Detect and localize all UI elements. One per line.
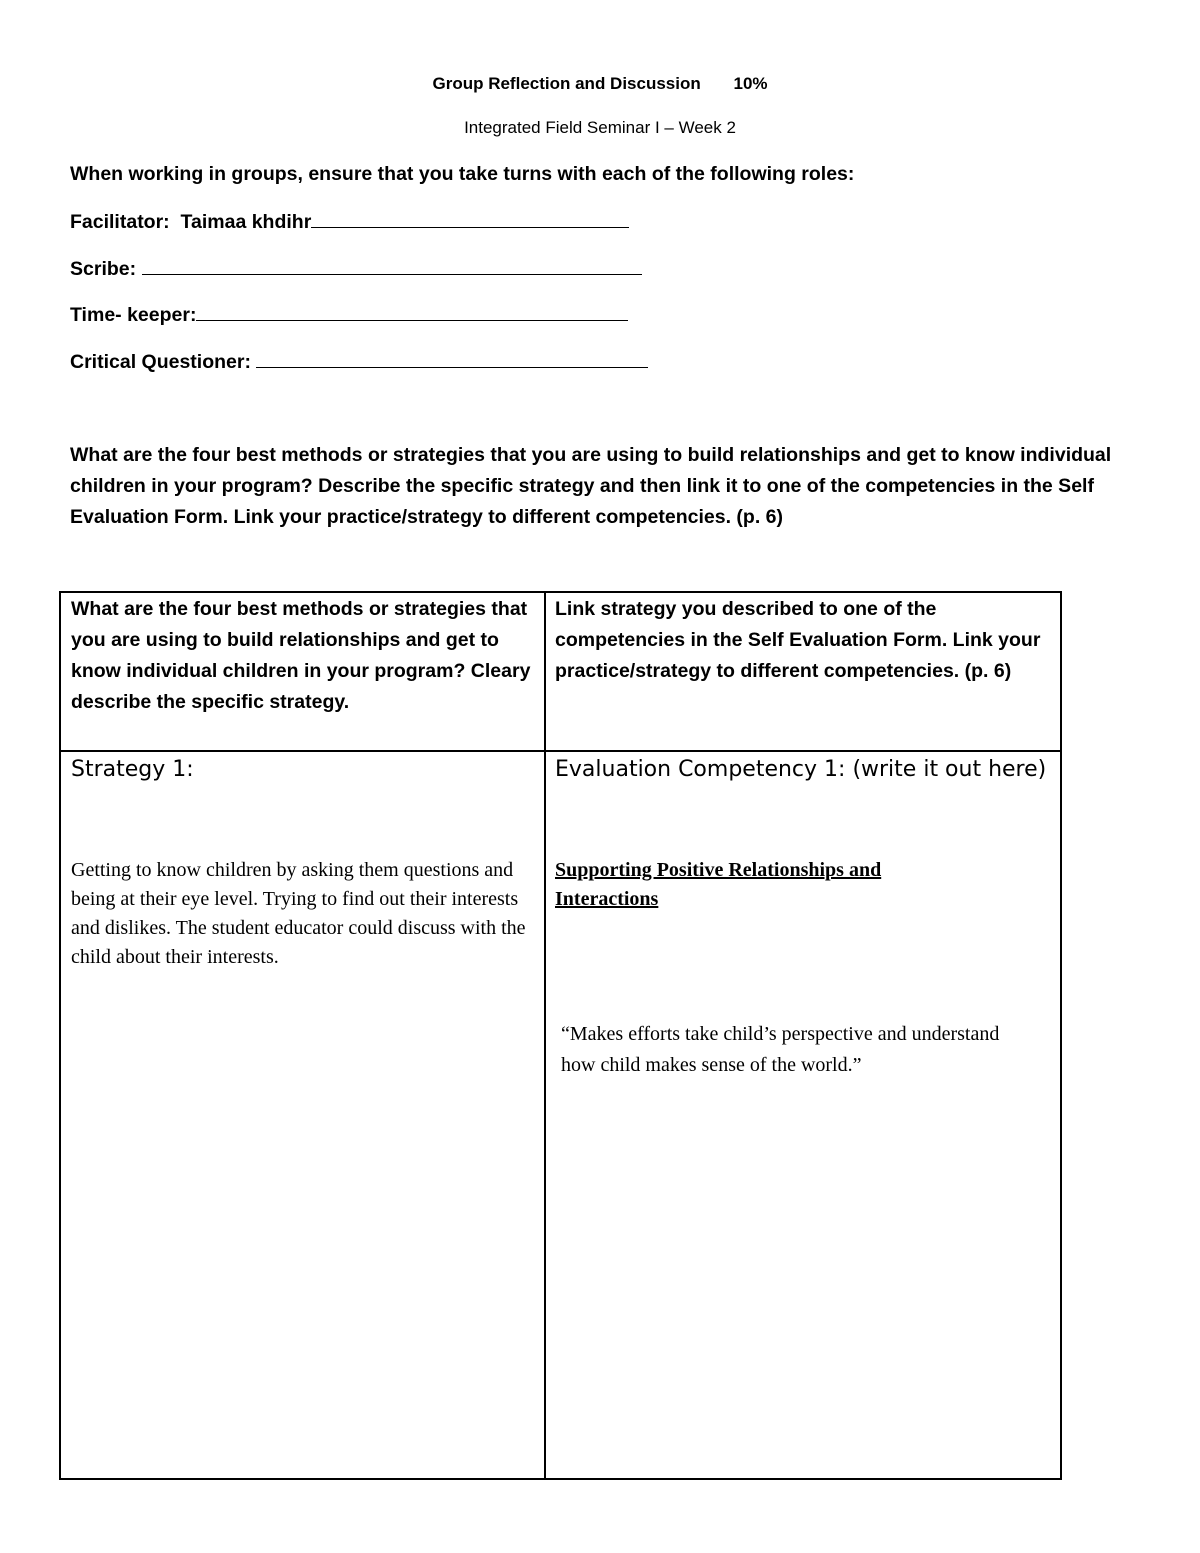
facilitator-label: Facilitator: [70,211,170,233]
strategy-table [59,591,1062,1480]
competency-quote: “Makes efforts take child’s perspective and understand how child makes sense of the world.” [561,1023,1000,1076]
scribe-label: Scribe: [70,258,137,280]
scribe-row [70,256,642,281]
title-text: Group Reflection and Discussion [432,74,701,93]
facilitator-value: Taimaa khdihr [180,211,312,233]
main-question: What are the four best methods or strategies that you are using to build relationships and get to know individual children in your program? Describe the specific strategy and then link it to one of the competencies in the Self Evaluation Form. Link your practice/strategy to different competencies. (p. 6) [70,444,1112,528]
timekeeper-label: Time- keeper: [70,304,197,326]
scribe-blank [142,256,642,275]
competency-title: Supporting Positive Relationships and Interactions [555,859,882,910]
questioner-row [70,349,648,374]
facilitator-row [70,209,629,234]
competency-label: Evaluation Competency 1: (write it out here) [555,757,1047,782]
table-column-divider [544,593,546,1478]
column-2-header: Link strategy you described to one of the competencies in the Self Evaluation Form. Link your practice/strategy to different competencies. (p. 6) [555,598,1041,682]
questioner-blank [256,349,648,368]
table-header-divider [61,750,1060,752]
document-title [0,74,1200,94]
column-1-header: What are the four best methods or strategies that you are using to build relationships and get to know individual children in your program? Cleary describe the specific strategy. [71,598,531,713]
timekeeper-row [70,302,628,327]
questioner-label: Critical Questioner: [70,351,251,373]
document-subtitle: Integrated Field Seminar I – Week 2 [464,118,736,137]
roles-intro: When working in groups, ensure that you take turns with each of the following roles: [70,163,855,185]
timekeeper-blank [196,302,628,321]
strategy-label: Strategy 1: [71,757,194,782]
facilitator-blank [311,209,629,228]
weight-percent: 10% [733,74,768,93]
strategy-text: Getting to know children by asking them questions and being at their eye level. Trying to find out their interests and dislikes. The student educator could discuss with the child about their interests. [71,859,526,968]
